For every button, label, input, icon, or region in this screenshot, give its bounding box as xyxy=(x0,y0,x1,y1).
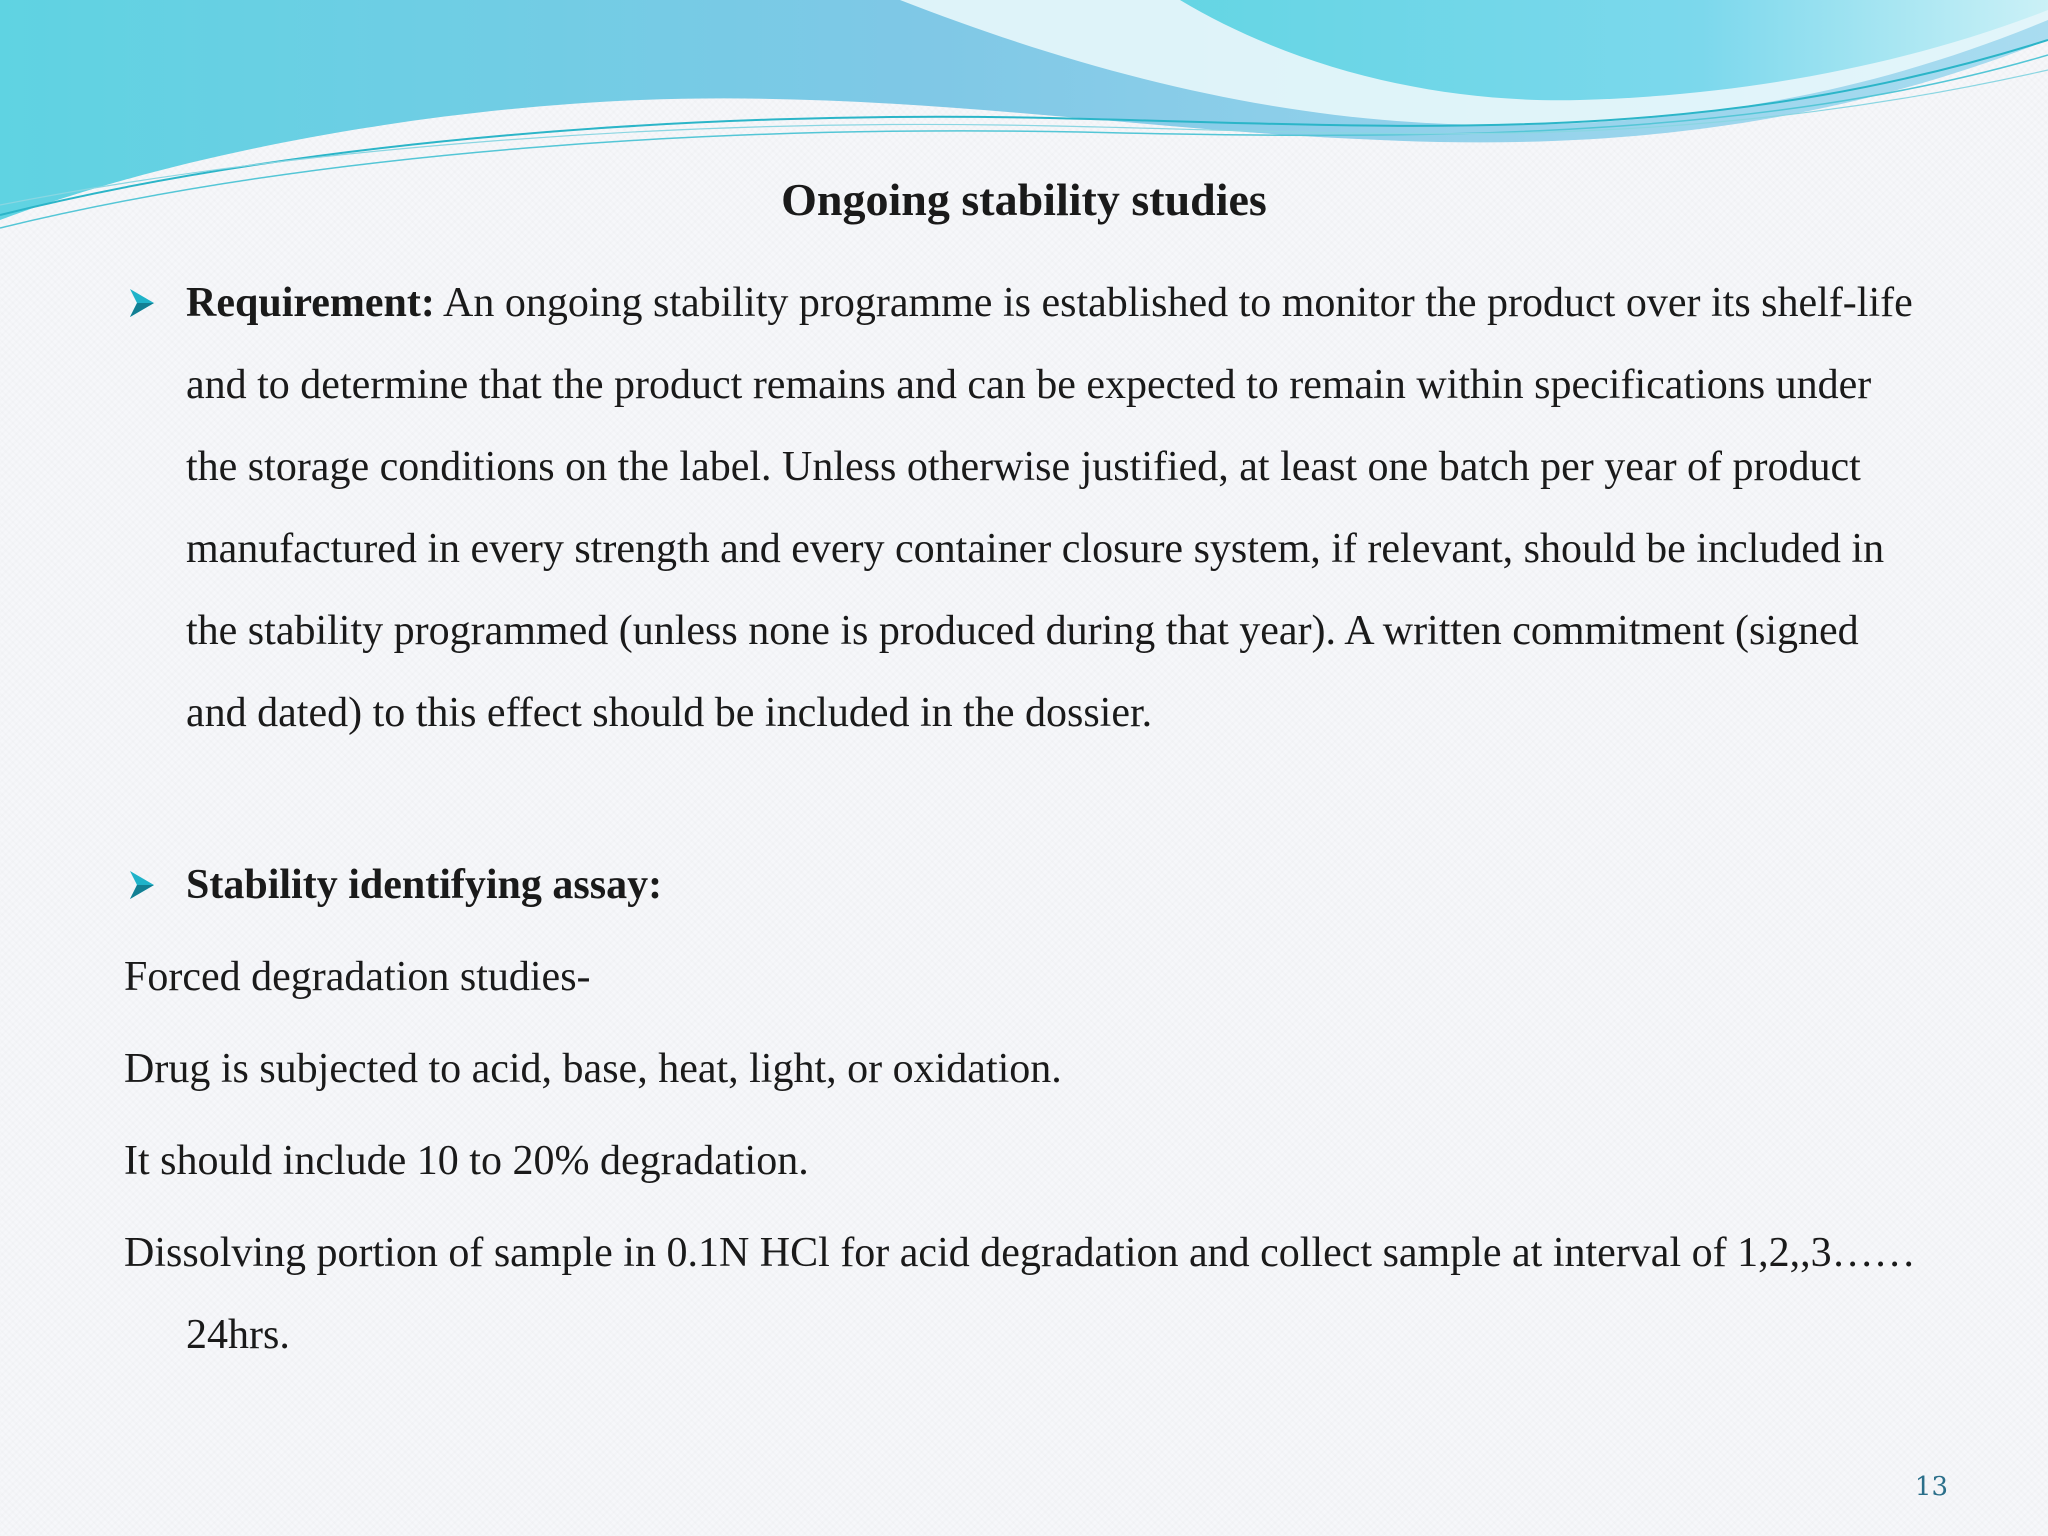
arrow-bullet-icon xyxy=(124,844,168,926)
bullet-stability-assay xyxy=(124,844,1924,926)
paragraph-forced-degradation: Forced degradation studies- xyxy=(124,954,591,1000)
paragraph-dissolving-sample: Dissolving portion of sample in 0.1N HCl for acid degradation and collect sample at interval of 1,2,,3……24hrs. xyxy=(124,1230,1916,1358)
page-number: 13 xyxy=(1914,1472,1948,1502)
bullet-label: Requirement: xyxy=(186,280,435,326)
paragraph-degradation-range: It should include 10 to 20% degradation. xyxy=(124,1138,809,1184)
paragraph-drug-subjected: Drug is subjected to acid, base, heat, light, or oxidation. xyxy=(124,1046,1062,1092)
bullet-body: An ongoing stability programme is established to monitor the product over its shelf-life and to determine that the product remains and can be expected to remain within specifications under the storage conditions on the label. Unless otherwise justified, at least one batch per year of product manufactured in every strength and every container closure system, if relevant, should be included in the stability programmed (unless none is produced during that year). A written commitment (signed and dated) to this effect should be included in the dossier. xyxy=(186,280,1913,736)
slide-title: Ongoing stability studies xyxy=(781,174,1267,225)
bullet-requirement-text xyxy=(186,262,1924,754)
bullet-requirement xyxy=(124,262,1924,754)
bullet-stability-assay-text xyxy=(186,844,1924,926)
bullet-label: Stability identifying assay: xyxy=(186,862,663,908)
arrow-bullet-icon xyxy=(124,262,168,344)
